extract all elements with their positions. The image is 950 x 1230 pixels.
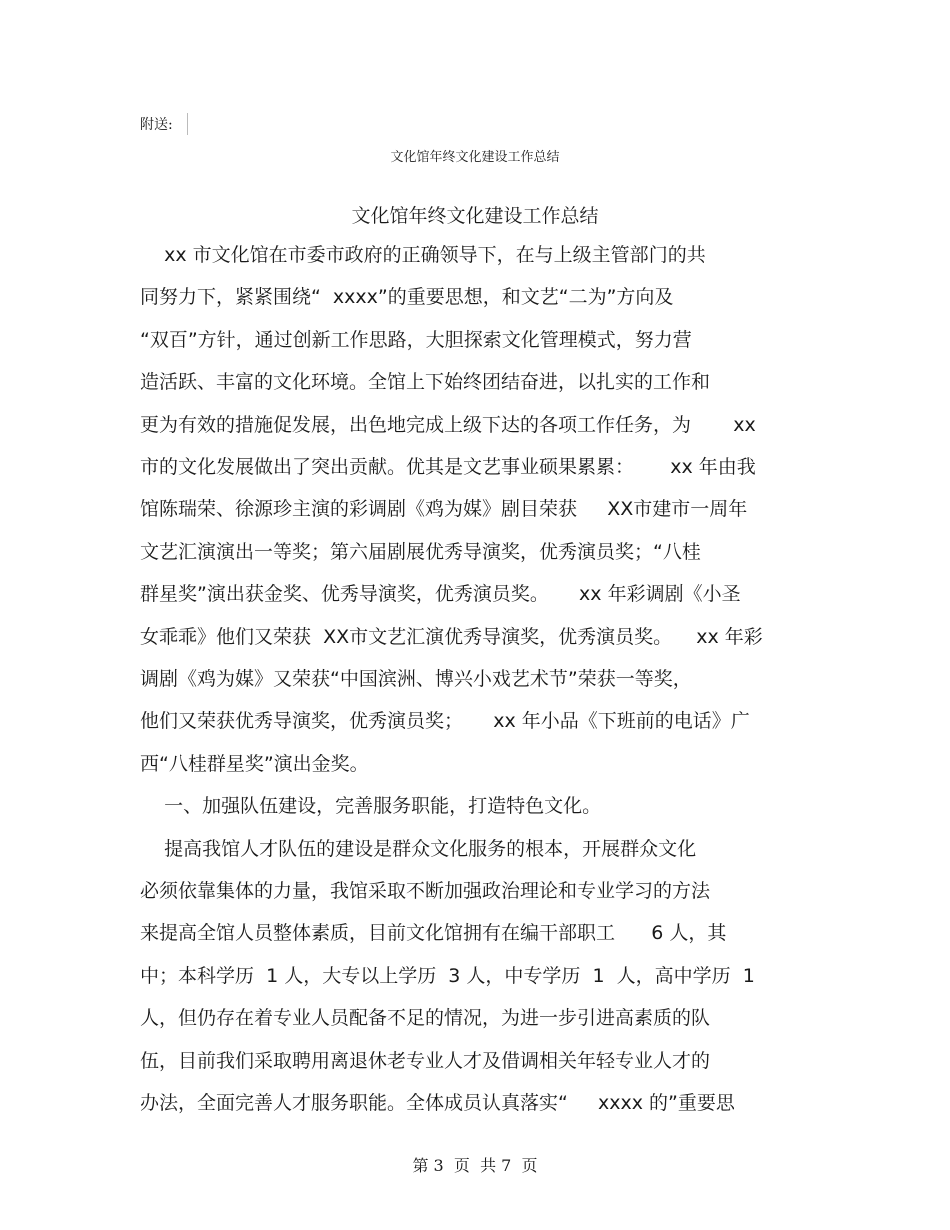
body-line: 馆陈瑞荣、徐源珍主演的彩调剧《鸡为媒》剧目荣获 XX市建市一周年 <box>140 498 748 521</box>
body-line: 市的文化发展做出了突出贡献。优其是文艺事业硕果累累： xx 年由我 <box>140 456 756 478</box>
attachment-label: 附送: <box>140 117 173 133</box>
body-line: 造活跃、丰富的文化环境。全馆上下始终团结奋进，以扎实的工作和 <box>140 371 711 394</box>
body-line: 伍，目前我们采取聘用离退休老专业人才及借调相关年轻专业人才的 <box>140 1049 711 1072</box>
body-line: 必须依靠集体的力量，我馆采取不断加强政治理论和专业学习的方法 <box>140 880 711 902</box>
body-line: 更为有效的措施促发展，出色地完成上级下达的各项工作任务，为 xx <box>140 413 756 436</box>
body-line: 一、加强队伍建设，完善服务职能，打造特色文化。 <box>140 795 602 818</box>
body-line: 西“八桂群星奖”演出金奖。 <box>140 752 369 775</box>
body-line: 提高我馆人才队伍的建设是群众文化服务的根本，开展群众文化 <box>140 837 697 860</box>
body-line: 文艺汇演演出一等奖；第六届剧展优秀导演奖，优秀演员奖；“八桂 <box>140 540 701 563</box>
page-footer: 第 3 页 共 7 页 <box>412 1156 538 1175</box>
body-line: “双百”方针，通过创新工作思路，大胆探索文化管理模式，努力营 <box>140 328 692 351</box>
body-line: 同努力下，紧紧围绕“ xxxx”的重要思想，和文艺“二为”方向及 <box>140 286 674 309</box>
body-line: 女乖乖》他们又荣获 XX市文艺汇演优秀导演奖，优秀演员奖。 xx 年彩 <box>140 625 763 648</box>
body-line: 办法，全面完善人才服务职能。全体成员认真落实“ xxxx 的”重要思 <box>140 1092 735 1114</box>
document-title: 文化馆年终文化建设工作总结 <box>351 205 599 227</box>
body-line: 中；本科学历 1 人，大专以上学历 3 人，中专学历 1 人，高中学历 1 <box>140 964 755 987</box>
body-line: 来提高全馆人员整体素质，目前文化馆拥有在编干部职工 6 人，其 <box>140 922 727 945</box>
body-line: 群星奖”演出获金奖、优秀导演奖，优秀演员奖。 xx 年彩调剧《小圣 <box>140 583 741 606</box>
running-header: 文化馆年终文化建设工作总结 <box>390 150 560 165</box>
body-line: 调剧《鸡为媒》又荣获“中国滨洲、博兴小戏艺术节”荣获一等奖， <box>140 668 692 690</box>
body-line: xx 市文化馆在市委市政府的正确领导下，在与上级主管部门的共 <box>140 244 706 266</box>
attachment-divider <box>187 113 188 135</box>
body-line: 人，但仍存在着专业人员配备不足的情况，为进一步引进高素质的队 <box>140 1007 711 1030</box>
body-line: 他们又荣获优秀导演奖，优秀演员奖； xx 年小品《下班前的电话》广 <box>140 710 750 733</box>
